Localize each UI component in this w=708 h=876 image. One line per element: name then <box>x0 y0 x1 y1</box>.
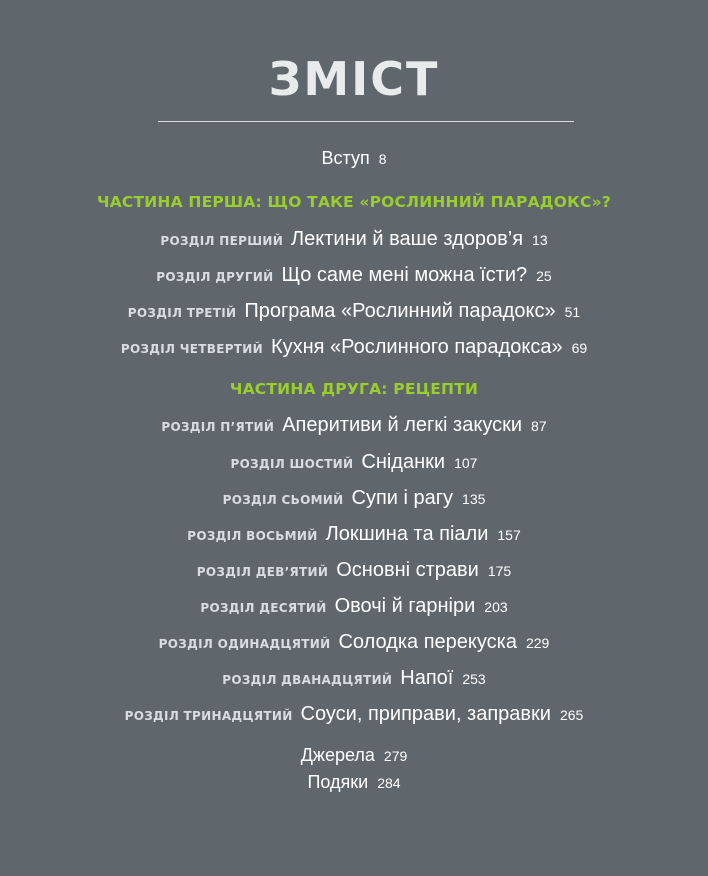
chapter-label: РОЗДІЛ ВОСЬМИЙ <box>187 529 318 543</box>
toc-entry-chapter-7[interactable] <box>0 487 708 510</box>
entry-page: 175 <box>487 563 512 579</box>
entry-page: 284 <box>377 775 401 791</box>
page-title: ЗМІСТ <box>268 52 440 106</box>
toc-entry-chapter-10[interactable] <box>0 595 708 618</box>
chapter-label: РОЗДІЛ ДВАНАДЦЯТИЙ <box>222 673 393 687</box>
entry-title: Сніданки <box>361 451 446 473</box>
chapter-label: РОЗДІЛ ТРИНАДЦЯТИЙ <box>124 709 293 723</box>
toc-entry-chapter-4[interactable] <box>0 336 708 359</box>
entry-title: Локшина та піали <box>325 523 489 545</box>
entry-title: Аперитиви й легкі закуски <box>282 414 523 436</box>
entry-page: 8 <box>378 151 387 167</box>
entry-title: Що саме мені можна їсти? <box>281 264 528 286</box>
toc-entry-chapter-1[interactable] <box>0 228 708 251</box>
entry-title: Основні страви <box>336 559 479 581</box>
entry-page: 157 <box>497 527 521 543</box>
toc-entry-chapter-2[interactable] <box>0 264 708 287</box>
title-divider <box>158 121 574 122</box>
toc-entry-chapter-8[interactable] <box>0 523 708 546</box>
chapter-label: РОЗДІЛ ДЕВ’ЯТИЙ <box>196 565 329 579</box>
entry-page: 51 <box>564 304 581 320</box>
entry-title: Лектини й ваше здоров’я <box>291 228 524 250</box>
entry-page: 279 <box>383 748 408 764</box>
entry-title: Джерела <box>300 745 375 765</box>
toc-entry-chapter-13[interactable] <box>0 703 708 726</box>
part-heading-1: ЧАСТИНА ПЕРША: ЩО ТАКЕ «РОСЛИННИЙ ПАРАДОКС»? <box>96 193 612 211</box>
toc-entry-chapter-6[interactable] <box>0 451 708 474</box>
entry-page: 229 <box>525 635 550 651</box>
chapter-label: РОЗДІЛ П’ЯТИЙ <box>161 420 275 434</box>
entry-title: Подяки <box>307 772 369 792</box>
entry-page: 69 <box>571 340 588 356</box>
entry-page: 203 <box>484 599 508 615</box>
toc-entry-chapter-3[interactable] <box>0 300 708 323</box>
entry-page: 253 <box>462 671 486 687</box>
entry-title: Овочі й гарніри <box>334 595 476 617</box>
toc-entry-chapter-11[interactable] <box>0 631 708 654</box>
chapter-label: РОЗДІЛ ЧЕТВЕРТИЙ <box>120 342 263 356</box>
toc-entry-thanks[interactable] <box>0 772 708 793</box>
entry-title: Солодка перекуска <box>338 631 517 653</box>
chapter-label: РОЗДІЛ СЬОМИЙ <box>222 493 344 507</box>
entry-title: Кухня «Рослинного парадокса» <box>270 336 563 358</box>
part-heading-2: ЧАСТИНА ДРУГА: РЕЦЕПТИ <box>229 380 479 398</box>
chapter-label: РОЗДІЛ ОДИНАДЦЯТИЙ <box>158 637 331 651</box>
entry-page: 135 <box>462 491 486 507</box>
entry-page: 13 <box>532 232 548 248</box>
toc-entry-chapter-5[interactable] <box>0 414 708 437</box>
chapter-label: РОЗДІЛ ШОСТИЙ <box>230 457 354 471</box>
entry-title: Соуси, приправи, заправки <box>300 703 551 725</box>
toc-entry-chapter-12[interactable] <box>0 667 708 690</box>
entry-page: 107 <box>454 455 478 471</box>
chapter-label: РОЗДІЛ ДЕСЯТИЙ <box>200 601 327 615</box>
entry-title: Вступ <box>321 148 370 168</box>
toc-entry-sources[interactable] <box>0 745 708 766</box>
toc-entry-chapter-9[interactable] <box>0 559 708 582</box>
chapter-label: РОЗДІЛ ДРУГИЙ <box>156 270 274 284</box>
chapter-label: РОЗДІЛ ПЕРШИЙ <box>160 234 284 248</box>
entry-page: 87 <box>531 418 547 434</box>
entry-title: Програма «Рослинний парадокс» <box>244 300 556 322</box>
chapter-label: РОЗДІЛ ТРЕТІЙ <box>127 306 237 320</box>
entry-title: Супи і рагу <box>351 487 454 509</box>
entry-page: 265 <box>559 707 584 723</box>
toc-entry-intro[interactable] <box>0 148 708 169</box>
entry-page: 25 <box>536 268 552 284</box>
entry-title: Напої <box>400 667 454 689</box>
